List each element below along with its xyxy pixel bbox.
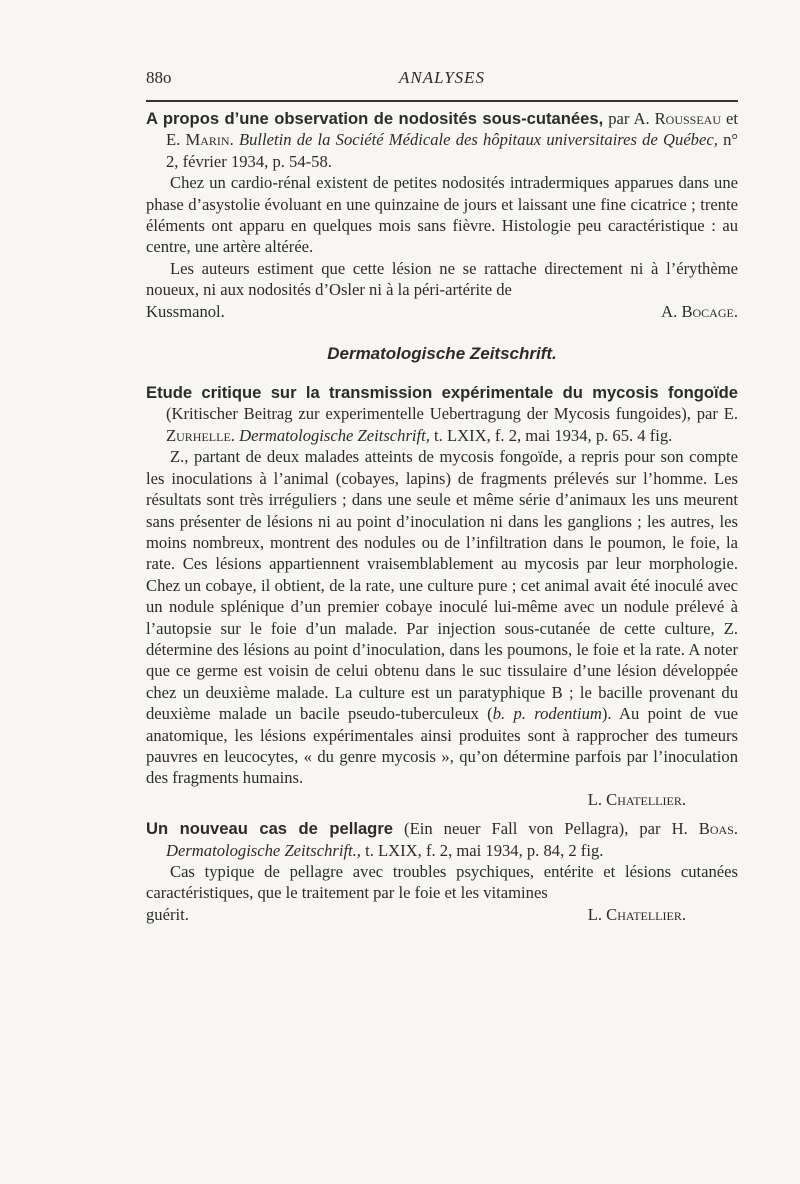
signature-name: Bocage. bbox=[681, 301, 738, 321]
paragraph-text: Z., partant de deux malades atteints de mycosis fongoïde, a repris pour son compte les inoculations à l’animal (cobayes, lapins) de fragments prélevés sur l’homme. Les résultats sont très irréguliers ; dans une seule et même série d’animaux les uns meurent sans présenter de lésions ni au point d’inoculation ni dans les ganglions ; les autres, les moins nombreux, montrent des nodules ou de l’infiltration dans le poumon, le foie, la rate. Ces lésions appartiennent vraisemblablement au mycosis par leur morphologie. Chez un cobaye, il obtient, de la rate, une culture pure ; cet animal avait été inoculé avec un nodule splénique d’un premier cobaye inoculé lui-même avec un nodule prélevé à l’autopsie sur le foie d’un malade. Par injection sous-cutanée de cette culture, Z. détermine des lésions au point d’inoculation, dans les poumons, le foie et la rate. A noter que ce germe est voisin de celui obtenu dans le suc tissulaire d’une lésion développée chez un deuxième malade. La culture est un paratyphique B ; le bacille provenant du deuxième malade un bacile pseudo-tuberculeux ( bbox=[146, 447, 738, 724]
article-subtitle: (Ein neuer Fall von Pellagra), par H. bbox=[393, 819, 699, 839]
signature bbox=[146, 789, 738, 810]
journal-name: Dermatologische Zeitschrift, bbox=[239, 425, 430, 445]
journal-name: Bulletin de la Société Médicale des hôpitaux universitaires de Québec, bbox=[238, 130, 718, 150]
article-mycosis bbox=[146, 382, 738, 810]
byline-text: . bbox=[229, 130, 239, 150]
page-number: 88o bbox=[146, 68, 172, 87]
signature-name: Chatellier. bbox=[606, 904, 686, 924]
running-title: ANALYSES bbox=[398, 68, 486, 87]
citation: n° 2, février 1934, p. 54-58. bbox=[166, 130, 738, 171]
signature-line bbox=[146, 904, 738, 925]
signature bbox=[661, 301, 738, 322]
paragraph bbox=[146, 446, 738, 789]
article-heading bbox=[146, 818, 738, 861]
paragraph-end: guérit. bbox=[146, 904, 189, 924]
paragraph: Les auteurs estiment que cette lésion ne se rattache directement ni à l’érythème noueux, ni aux nodosités d’Osler ni à la péri-artérite de bbox=[146, 258, 738, 300]
article-title: Etude critique sur la transmission expérimentale du mycosis fongoïde bbox=[146, 383, 738, 403]
journal-name: Dermatologische Zeitschrift., bbox=[166, 840, 361, 860]
running-head bbox=[146, 66, 738, 94]
header-rule bbox=[146, 100, 738, 102]
paragraph: Chez un cardio-rénal existent de petites nodosités intradermiques apparues dans une phase d’asystolie évoluant en une quinzaine de jours et laissant une fine cicatrice ; trente éléments ont apparu en quelques mois sans fièvre. Histologie peu caractéristique : au centre, une artère altérée. bbox=[146, 173, 738, 257]
byline-text: par A. bbox=[603, 109, 655, 128]
page bbox=[146, 66, 738, 925]
article-title: Un nouveau cas de pellagre bbox=[146, 819, 394, 839]
signature-initial: A. bbox=[661, 301, 682, 321]
article-heading bbox=[146, 382, 738, 446]
signature-name: Chatellier. bbox=[606, 789, 686, 809]
article-subtitle: (Kritischer Beitrag zur experimentelle Uebertragung der Mycosis fungoides), par E. bbox=[166, 404, 738, 424]
citation: t. LXIX, f. 2, mai 1934, p. 65. 4 fig. bbox=[429, 425, 673, 445]
signature-initial: L. bbox=[587, 789, 607, 809]
author-name: Zurhelle bbox=[166, 425, 231, 445]
byline-text: . bbox=[230, 425, 240, 445]
byline-text: et E. bbox=[166, 109, 739, 150]
paragraph-end: Kussmanol. bbox=[146, 301, 225, 321]
article-title: A propos d’une observation de nodosités sous-cutanées, bbox=[146, 109, 604, 128]
citation: t. LXIX, f. 2, mai 1934, p. 84, 2 fig. bbox=[360, 840, 604, 860]
article-nodosites bbox=[146, 108, 738, 322]
section-title: Dermatologische Zeitschrift. bbox=[327, 344, 557, 364]
paragraph-text: ). Au point de vue anatomique, les lésions expérimentales ainsi produites sont à rapprocher des tumeurs pauvres en leucocytes, « du genre mycosis », qu’on détermine parfois par l’inoculation des fragments humains. bbox=[146, 704, 738, 788]
article-pellagre bbox=[146, 818, 738, 925]
signature bbox=[588, 904, 738, 925]
signature-line bbox=[146, 301, 738, 322]
article-heading bbox=[146, 108, 738, 172]
signature-initial: L. bbox=[587, 904, 607, 924]
species-name: b. p. rodentium bbox=[492, 704, 602, 724]
author-name: Boas bbox=[698, 819, 734, 839]
paragraph: Cas typique de pellagre avec troubles psychiques, entérite et lésions cutanées caractéristiques, que le traitement par le foie et les vitamines bbox=[146, 862, 738, 903]
author-name: Rousseau bbox=[654, 109, 722, 128]
author-name: Marin bbox=[185, 130, 230, 150]
byline-text: . bbox=[733, 819, 738, 839]
